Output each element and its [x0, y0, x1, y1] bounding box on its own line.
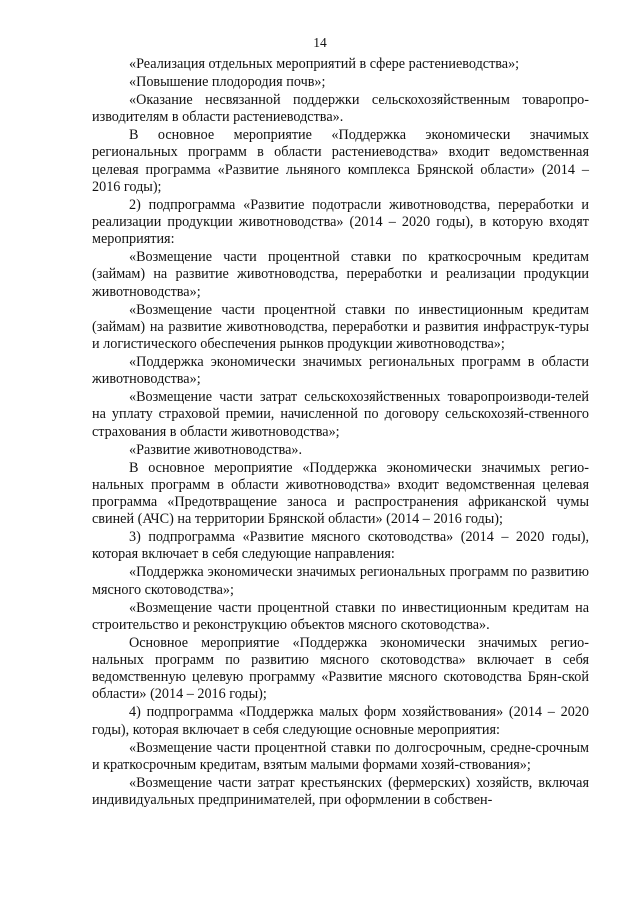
- paragraph: «Развитие животноводства».: [129, 441, 303, 458]
- paragraph: «Возмещение части затрат сельскохозяйственных товаропроизводи-телей на уплату страховой премии, начисленной по договору сельскохозяй-ственного страхования в области животноводства»;: [92, 389, 589, 440]
- body-text: [92, 56, 589, 810]
- paragraph: 2) подпрограмма «Развитие подотрасли животноводства, переработки и реализации продукции животноводства» (2014 – 2020 годы), в которую входят мероприятия:: [92, 196, 589, 248]
- paragraph: «Возмещение части процентной ставки по инвестиционным кредитам на строительство и реконструкцию объектов мясного скотоводства».: [92, 599, 589, 633]
- paragraph: «Возмещение части процентной ставки по краткосрочным кредитам (займам) на развитие животноводства, переработки и реализации продукции животноводства»;: [92, 249, 589, 300]
- paragraph: Основное мероприятие «Поддержка экономически значимых регио-нальных программ по развитию мясного скотоводства» включает в себя ведомственную целевую программу «Развитие мясного скотоводства Брян-ской области» (2014 – 2016 годы);: [92, 634, 589, 703]
- paragraph: «Возмещение части процентной ставки по инвестиционным кредитам (займам) на развитие животноводства, переработки и развития инфраструк-туры и логистического обеспечения рынков продукции животноводства»;: [92, 301, 589, 353]
- paragraph: «Повышение плодородия почв»;: [129, 74, 326, 90]
- paragraph: «Оказание несвязанной поддержки сельскохозяйственным товаропро-изводителям в области растениеводства».: [92, 92, 589, 126]
- paragraph: «Реализация отдельных мероприятий в сфере растениеводства»;: [129, 56, 520, 72]
- page-number: 14: [313, 35, 327, 50]
- paragraph: «Поддержка экономически значимых региональных программ по развитию мясного скотоводства»;: [92, 564, 589, 598]
- paragraph: 3) подпрограмма «Развитие мясного скотоводства» (2014 – 2020 годы), которая включает в себя следующие направления:: [92, 529, 589, 563]
- paragraph: «Возмещение части процентной ставки по долгосрочным, средне-срочным и краткосрочным кредитам, взятым малыми формами хозяй-ствования»;: [92, 739, 589, 773]
- paragraph: В основное мероприятие «Поддержка экономически значимых регио-нальных программ в области животноводства» входит ведомственная целевая программа «Предотвращение заноса и распространения африканской чумы свиней (АЧС) на территории Брянской области» (2014 – 2016 годы);: [92, 459, 589, 528]
- paragraph: 4) подпрограмма «Поддержка малых форм хозяйствования» (2014 – 2020 годы), которая включает в себя следующие основные мероприятия:: [92, 704, 589, 738]
- paragraph: «Возмещение части затрат крестьянских (фермерских) хозяйств, включая индивидуальных предпринимателей, при оформлении в собствен-: [92, 774, 589, 809]
- paragraph: «Поддержка экономически значимых региональных программ в области животноводства»;: [92, 354, 589, 388]
- paragraph: В основное мероприятие «Поддержка экономически значимых региональных программ в области растениеводства» входит ведомственная целевая программа «Развитие льняного комплекса Брянской области» (2014 – 2016 годы);: [92, 127, 589, 195]
